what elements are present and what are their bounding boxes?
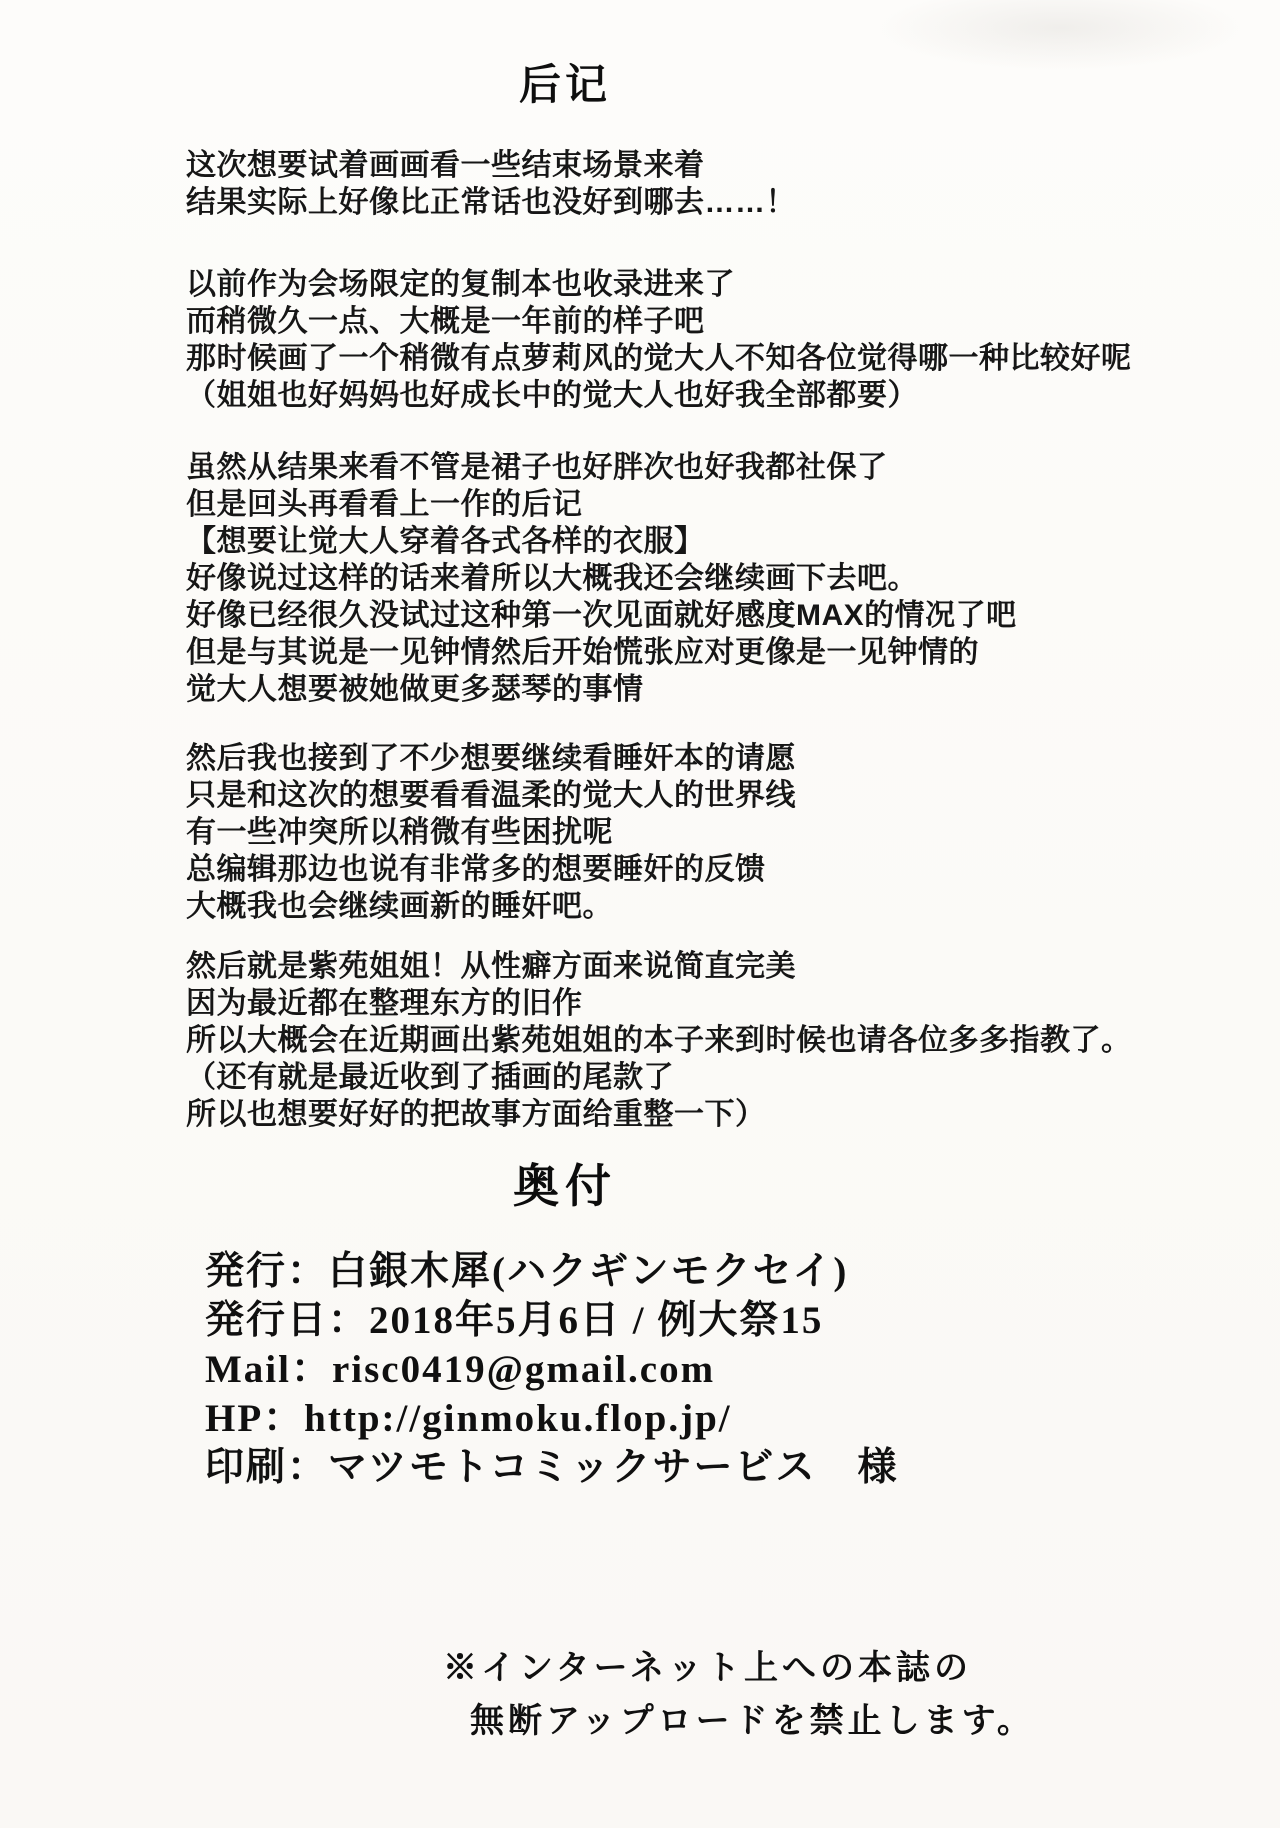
afterword-paragraph-1 bbox=[186, 147, 1246, 221]
text-line: 所以大概会在近期画出紫苑姐姐的本子来到时候也请各位多多指教了。 bbox=[186, 1024, 1132, 1057]
text-line: 而稍微久一点、大概是一年前的样子吧 bbox=[186, 305, 705, 338]
text-line: 好像说过这样的话来着所以大概我还会继续画下去吧。 bbox=[186, 562, 918, 595]
text-line: 结果实际上好像比正常话也没好到哪去……！ bbox=[186, 186, 796, 219]
text-line: 但是回头再看看上一作的后记 bbox=[186, 488, 583, 521]
afterword-paragraph-5 bbox=[186, 948, 1246, 1133]
text-line: 【想要让觉大人穿着各式各样的衣服】 bbox=[186, 525, 705, 558]
afterword-paragraph-3 bbox=[186, 449, 1246, 708]
text-line: 有一些冲突所以稍微有些困扰呢 bbox=[186, 816, 613, 849]
text-line: 这次想要试着画画看一些结束场景来着 bbox=[186, 149, 705, 182]
text-line: 然后我也接到了不少想要继续看睡奸本的请愿 bbox=[186, 742, 796, 775]
colophon-homepage: HP：http://ginmoku.flop.jp/ bbox=[205, 1397, 732, 1440]
text-line: 無断アップロードを禁止します。 bbox=[470, 1703, 1035, 1740]
text-line: 觉大人想要被她做更多瑟琴的事情 bbox=[186, 673, 644, 706]
text-line: 总编辑那边也说有非常多的想要睡奸的反馈 bbox=[186, 853, 766, 886]
text-line: 因为最近都在整理东方的旧作 bbox=[186, 987, 583, 1020]
colophon-printer: 印刷：マツモトコミックサービス 様 bbox=[205, 1446, 899, 1489]
text-line: 那时候画了一个稍微有点萝莉风的觉大人不知各位觉得哪一种比较好呢 bbox=[186, 342, 1132, 375]
afterword-paragraph-4 bbox=[186, 740, 1246, 925]
text-line: 大概我也会继续画新的睡奸吧。 bbox=[186, 890, 613, 923]
afterword-title: 后记 bbox=[518, 61, 611, 108]
colophon-title: 奥付 bbox=[513, 1161, 617, 1212]
colophon-publisher: 発行：白銀木犀(ハクギンモクセイ) bbox=[205, 1250, 849, 1293]
afterword-paragraph-2 bbox=[186, 266, 1246, 414]
text-line: 所以也想要好好的把故事方面给重整一下） bbox=[186, 1098, 766, 1131]
text-line: （还有就是最近收到了插画的尾款了 bbox=[186, 1061, 674, 1094]
text-line: 只是和这次的想要看看温柔的觉大人的世界线 bbox=[186, 779, 796, 812]
colophon-publish-date: 発行日：2018年5月6日 / 例大祭15 bbox=[205, 1299, 824, 1342]
text-line: 好像已经很久没试过这种第一次见面就好感度MAX的情况了吧 bbox=[186, 599, 1017, 632]
text-line: 但是与其说是一见钟情然后开始慌张应对更像是一见钟情的 bbox=[186, 636, 979, 669]
text-line: ※インターネット上への本誌の bbox=[443, 1650, 972, 1687]
upload-prohibition-notice bbox=[443, 1642, 1035, 1748]
text-line: 然后就是紫苑姐姐！从性癖方面来说简直完美 bbox=[186, 950, 796, 983]
text-line: 虽然从结果来看不管是裙子也好胖次也好我都社保了 bbox=[186, 451, 888, 484]
text-line: （姐姐也好妈妈也好成长中的觉大人也好我全部都要） bbox=[186, 379, 918, 412]
colophon-mail: Mail：risc0419@gmail.com bbox=[205, 1348, 716, 1391]
text-line: 以前作为会场限定的复制本也收录进来了 bbox=[186, 268, 735, 301]
colophon-block bbox=[205, 1247, 899, 1492]
